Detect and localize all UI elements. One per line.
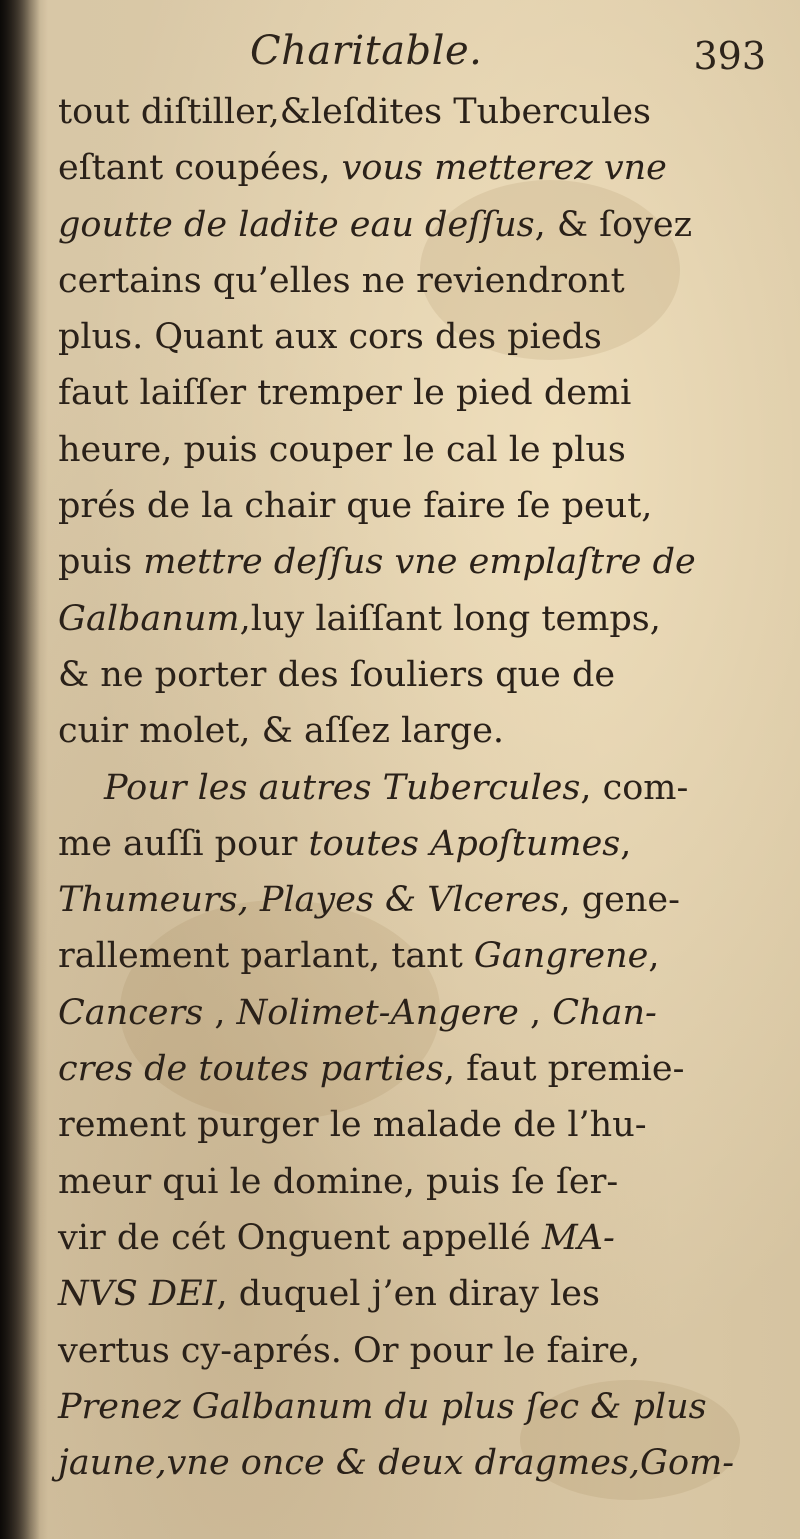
italic-text: Chan- bbox=[552, 992, 657, 1033]
text-line bbox=[58, 422, 770, 478]
roman-text: tout diſtiller,&leſdites Tubercules bbox=[58, 92, 652, 132]
roman-text: , bbox=[518, 992, 553, 1033]
text-line bbox=[58, 365, 770, 421]
body-text bbox=[58, 84, 770, 1491]
text-line bbox=[58, 816, 770, 872]
roman-text: rement purger le malade de l’hu- bbox=[58, 1105, 647, 1146]
roman-text: & ne porter des ſouliers que de bbox=[58, 654, 616, 695]
text-line bbox=[58, 872, 770, 928]
roman-text: rallement parlant, tant bbox=[58, 936, 474, 977]
page-header bbox=[0, 28, 800, 88]
italic-text: mettre deſſus vne emplaſtre de bbox=[143, 542, 696, 583]
roman-text: faut laiſſer tremper le pied demi bbox=[58, 373, 632, 414]
italic-text: toutes Apoſtumes bbox=[308, 823, 621, 864]
text-line bbox=[58, 1323, 770, 1379]
roman-text: , bbox=[648, 936, 660, 977]
text-line bbox=[58, 985, 770, 1041]
roman-text: , gene- bbox=[559, 880, 680, 921]
roman-text: meur qui le domine, puis ſe ſer- bbox=[58, 1161, 619, 1202]
text-line bbox=[58, 478, 770, 534]
text-line bbox=[58, 197, 770, 253]
text-line bbox=[58, 1097, 770, 1153]
roman-text: , bbox=[203, 992, 237, 1033]
italic-text: Nolimet-Angere bbox=[236, 992, 519, 1033]
text-line bbox=[58, 253, 770, 309]
text-line bbox=[58, 534, 770, 590]
roman-text: prés de la chair que faire ſe peut, bbox=[58, 486, 653, 527]
text-line bbox=[58, 309, 770, 365]
text-line bbox=[58, 591, 770, 647]
italic-text: cres de toutes parties bbox=[58, 1049, 444, 1090]
text-line bbox=[58, 1266, 770, 1322]
text-line bbox=[58, 928, 770, 984]
italic-text: goutte de ladite eau deſſus bbox=[58, 204, 535, 245]
roman-text: eſtant coupées, bbox=[58, 148, 342, 189]
roman-text: puis bbox=[58, 542, 144, 583]
roman-text: , bbox=[620, 823, 632, 864]
roman-text: , & ſoyez bbox=[534, 204, 693, 245]
roman-text: , faut premie- bbox=[443, 1049, 685, 1090]
italic-text: jaune,vne once & deux dragmes,Gom- bbox=[58, 1443, 735, 1484]
roman-text: vir de cét Onguent appellé bbox=[58, 1217, 542, 1258]
text-line bbox=[58, 1154, 770, 1210]
page-number: 393 bbox=[693, 34, 766, 78]
text-line bbox=[58, 647, 770, 703]
roman-text: ,luy laiſſant long temps, bbox=[239, 598, 661, 639]
italic-text: Pour les autres Tubercules bbox=[104, 767, 581, 808]
text-line bbox=[58, 1379, 770, 1435]
roman-text: plus. Quant aux cors des pieds bbox=[58, 317, 602, 358]
italic-text: Prenez Galbanum du plus ſec & plus bbox=[58, 1386, 707, 1427]
text-line bbox=[58, 84, 770, 140]
text-line bbox=[58, 1041, 770, 1097]
italic-text: Galbanum bbox=[58, 598, 240, 639]
text-line bbox=[58, 1435, 770, 1491]
text-line bbox=[58, 1210, 770, 1266]
text-line bbox=[58, 703, 770, 759]
text-line bbox=[58, 760, 770, 816]
italic-text: vous metterez vne bbox=[341, 148, 667, 189]
italic-text: Gangrene bbox=[473, 936, 649, 977]
roman-text: heure, puis couper le cal le plus bbox=[58, 429, 626, 470]
roman-text: cuir molet, & aſſez large. bbox=[58, 711, 505, 752]
binding-gutter bbox=[0, 0, 40, 1539]
roman-text: , com- bbox=[580, 767, 689, 808]
roman-text: vertus cy-aprés. Or pour le faire, bbox=[58, 1330, 641, 1371]
roman-text: me auſſi pour bbox=[58, 823, 309, 864]
roman-text: certains qu’elles ne reviendront bbox=[58, 260, 625, 301]
italic-text: MA- bbox=[541, 1217, 615, 1258]
running-head: Charitable. bbox=[250, 28, 483, 74]
text-line bbox=[58, 140, 770, 196]
roman-text: , duquel j’en diray les bbox=[216, 1274, 600, 1315]
italic-text: Thumeurs, Playes & Vlceres bbox=[58, 880, 560, 921]
italic-text: NVS DEI bbox=[58, 1274, 217, 1315]
italic-text: Cancers bbox=[58, 992, 204, 1033]
